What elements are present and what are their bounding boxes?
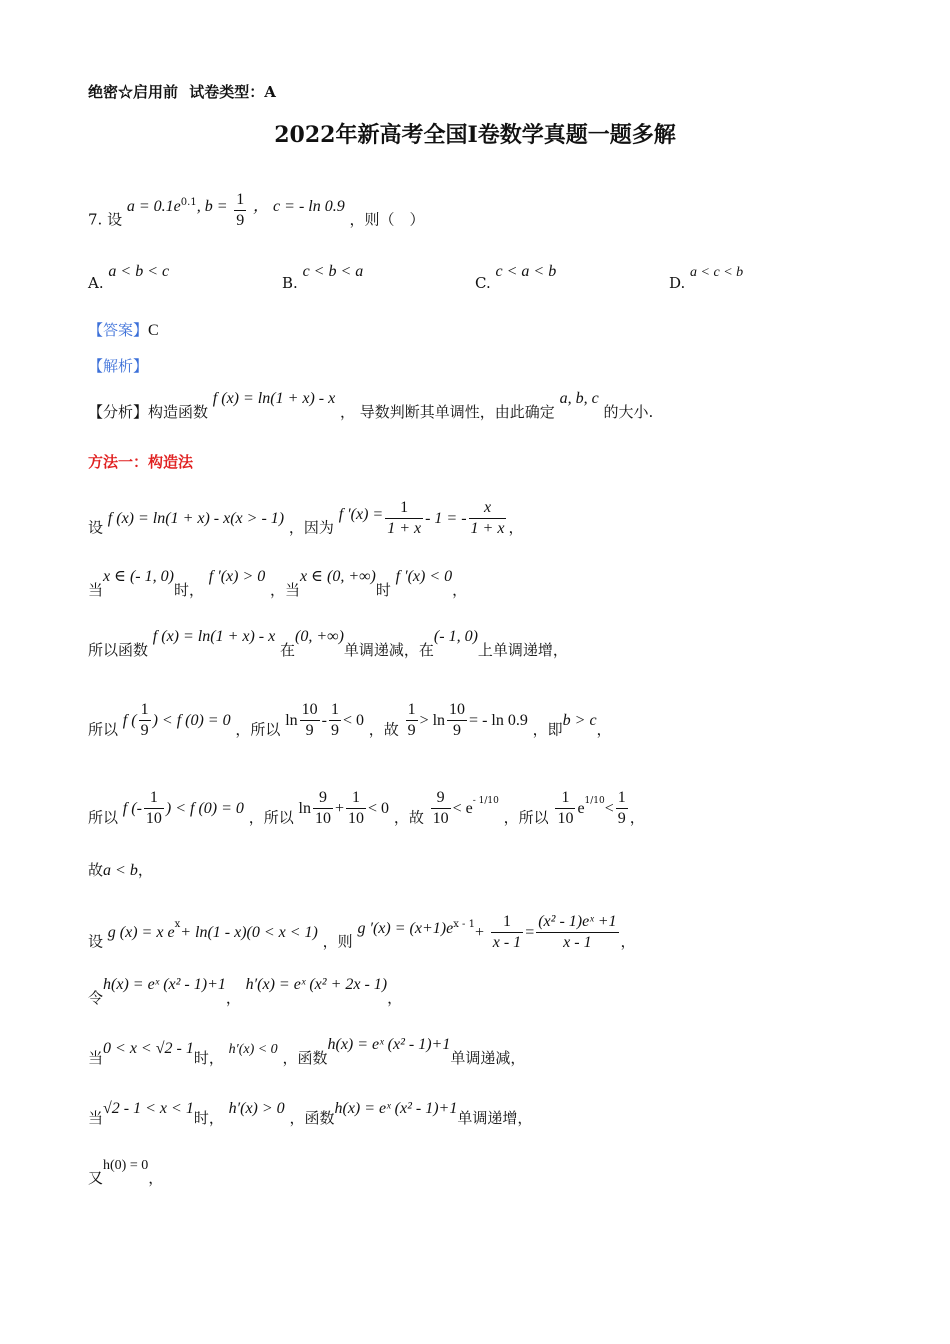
answer-label: 【答案】	[88, 321, 149, 339]
title-main: 2022年新高考全国I卷数学真题	[274, 122, 588, 148]
b-definition: , b =	[196, 197, 228, 215]
fenxi-func: f (x) = ln(1 + x) - x	[212, 390, 336, 407]
line-9: 当0 < x < √2 - 1时， h′(x) < 0 ，函数h(x) = eˣ (x² - 1)+1单调递减，	[88, 1036, 526, 1067]
question-tail: ，则（ ）	[349, 210, 425, 229]
option-c[interactable]: C. c < a < b	[475, 263, 557, 292]
option-a[interactable]: A. a < b < c	[88, 263, 170, 292]
a-definition: a = 0.1e	[126, 197, 181, 215]
line-4: 所以 f ( $\frac{1}{9}$ ) < f (0) = 0 ，所以 ln $\frac{10}{9}$ - $\frac{1}{9}$ < 0 ，故 $\frac{1}{9}$ > ln $\frac{10}{9}$ = - ln 0.9 ，即b > c，	[88, 701, 612, 739]
option-a-expr: a < b < c	[108, 263, 170, 280]
a-exponent: 0.1	[180, 196, 197, 208]
line-5: 所以 f (- $\frac{1}{10}$ ) < f (0) = 0 ，所以 ln $\frac{9}{10}$ + $\frac{1}{10}$ < 0 ，故 $\frac{9}{10}$ < $e^{- 1/10}$ ，所以 $\frac{1}{10}$ $e^{1/10}<$ $\frac{1}{9}$ ，	[88, 789, 645, 827]
title-suffix: 一题多解	[587, 123, 676, 148]
line-2: 当x ∈ (- 1, 0)时， f ′(x) > 0 ，当x ∈ (0, +∞)时 f ′(x) < 0，	[88, 568, 468, 599]
answer-line	[88, 320, 910, 341]
question-7	[88, 191, 910, 241]
fenxi-vars: a, b, c	[559, 390, 599, 407]
line-3: 所以函数 f (x) = ln(1 + x) - x 在(0, +∞)单调递减，在(- 1, 0)上单调递增，	[88, 628, 568, 659]
c-definition: ， c = - ln 0.9	[253, 197, 345, 215]
line-10: 当√2 - 1 < x < 1时， h′(x) > 0 ，函数h(x) = eˣ (x² - 1)+1单调递增，	[88, 1100, 533, 1127]
line-11: 又h(0) = 0，	[88, 1158, 164, 1187]
exam-type: 试卷类型：A	[189, 83, 276, 101]
fenxi-line: 【分析】构造函数 f (x) = ln(1 + x) - x ， 导数判断其单调性，由此确定 a, b, c 的大小.	[88, 390, 654, 421]
answer-value: C	[148, 322, 159, 339]
line-7: 设 g (x) = x $e^x+ \ln(1 - x)(0 < x < 1)$ ，则 g $'(x) = (x+1)e^{x - 1}+$ $\frac{1}{x - 1}$ = $\frac{\text{(x² - 1)eˣ +1}}{x - 1}$ ，	[88, 913, 636, 951]
line-8: 令h(x) = eˣ (x² - 1)+1， h′(x) = eˣ (x² + 2x - 1)，	[88, 976, 403, 1007]
method-1-heading: 方法一：构造法	[88, 453, 194, 471]
line-1: 设 f (x) = ln(1 + x) - x(x > - 1) ，因为 f ′(x) = $\frac{1}{1 + x}$ - 1 = - $\frac{x}{1 + x}$ ，	[88, 499, 524, 537]
secret-label: 绝密☆启用前	[88, 83, 179, 101]
option-b-expr: c < b < a	[302, 263, 364, 280]
analysis-label: 【解析】	[88, 357, 149, 375]
question-number: 7. 设	[88, 210, 123, 229]
option-b[interactable]: B. c < b < a	[282, 263, 364, 292]
option-c-expr: c < a < b	[495, 263, 557, 280]
option-d[interactable]: D. a < c < b	[669, 265, 744, 292]
analysis-label-line	[88, 356, 910, 376]
b-fraction: $\frac{1}{9}$	[236, 191, 245, 229]
header-line	[88, 82, 910, 102]
line-6: 故a < b，	[88, 861, 153, 879]
option-d-expr: a < c < b	[690, 265, 744, 280]
page-title	[0, 118, 950, 149]
